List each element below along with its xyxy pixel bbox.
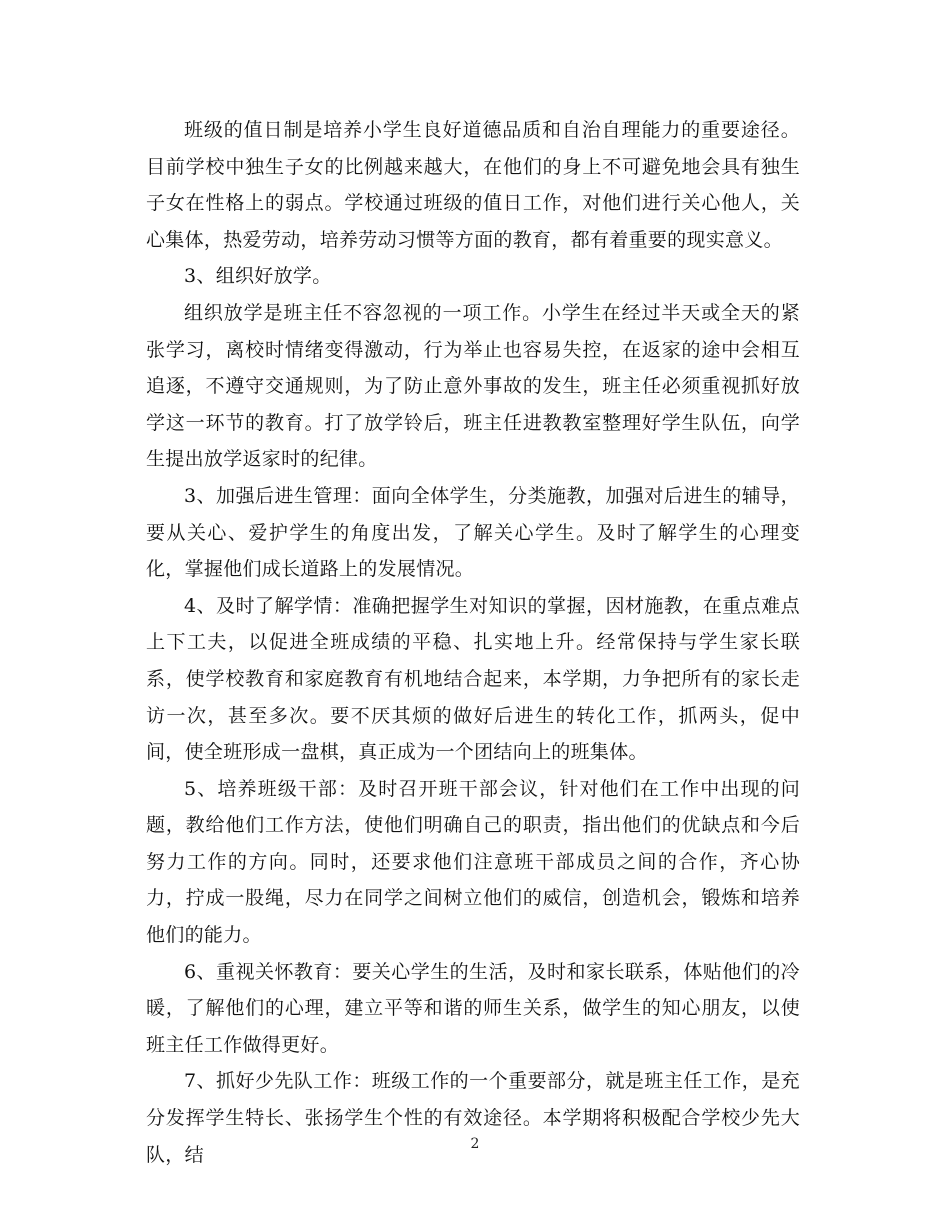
paragraph-class-cadres: 5、培养班级干部：及时召开班干部会议，针对他们在工作中出现的问题，教给他们工作方法，使他们明确自己的职责，指出他们的优缺点和今后努力工作的方向。同时，还要求他们注意班干部成员之间的合作，齐心协力，拧成一股绳，尽力在同学之间树立他们的威信，创造机会，锻炼和培养他们的能力。 [146, 777, 800, 947]
paragraph-dismissal: 组织放学是班主任不容忽视的一项工作。小学生在经过半天或全天的紧张学习，离校时情绪变得激动，行为举止也容易失控，在返家的途中会相互追逐，不遵守交通规则，为了防止意外事故的发生，班主任必须重视抓好放学这一环节的教育。打了放学铃后，班主任进教教室整理好学生队伍，向学生提出放学返家时的纪律。 [146, 301, 800, 471]
page-number: 2 [470, 1136, 480, 1152]
heading-organize-dismissal: 3、组织好放学。 [184, 265, 332, 288]
paragraph-struggling-students: 3、加强后进生管理：面向全体学生，分类施教，加强对后进生的辅导，要从关心、爱护学生的角度出发，了解关心学生。及时了解学生的心理变化，掌握他们成长道路上的发展情况。 [146, 484, 800, 581]
paragraph-duty-system: 班级的值日制是培养小学生良好道德品质和自治自理能力的重要途径。目前学校中独生子女的比例越来越大，在他们的身上不可避免地会具有独生子女在性格上的弱点。学校通过班级的值日工作，对他们进行关心他人，关心集体，热爱劳动，培养劳动习惯等方面的教育，都有着重要的现实意义。 [146, 119, 800, 251]
document-body [146, 112, 800, 1173]
paragraph-young-pioneers: 7、抓好少先队工作：班级工作的一个重要部分，就是班主任工作，是充分发挥学生特长、张扬学生个性的有效途径。本学期将积极配合学校少先大队，结 [146, 1070, 800, 1166]
paragraph-care-education: 6、重视关怀教育：要关心学生的生活，及时和家长联系，体贴他们的冷暖，了解他们的心理，建立平等和谐的师生关系，做学生的知心朋友，以使班主任工作做得更好。 [146, 960, 800, 1056]
paragraph-learning-status: 4、及时了解学情：准确把握学生对知识的掌握，因材施教，在重点难点上下工夫，以促进全班成绩的平稳、扎实地上升。经常保持与学生家长联系，使学校教育和家庭教育有机地结合起来，本学期，力争把所有的家长走访一次，甚至多次。要不厌其烦的做好后进生的转化工作，抓两头，促中间，使全班形成一盘棋，真正成为一个团结向上的班集体。 [146, 594, 800, 764]
